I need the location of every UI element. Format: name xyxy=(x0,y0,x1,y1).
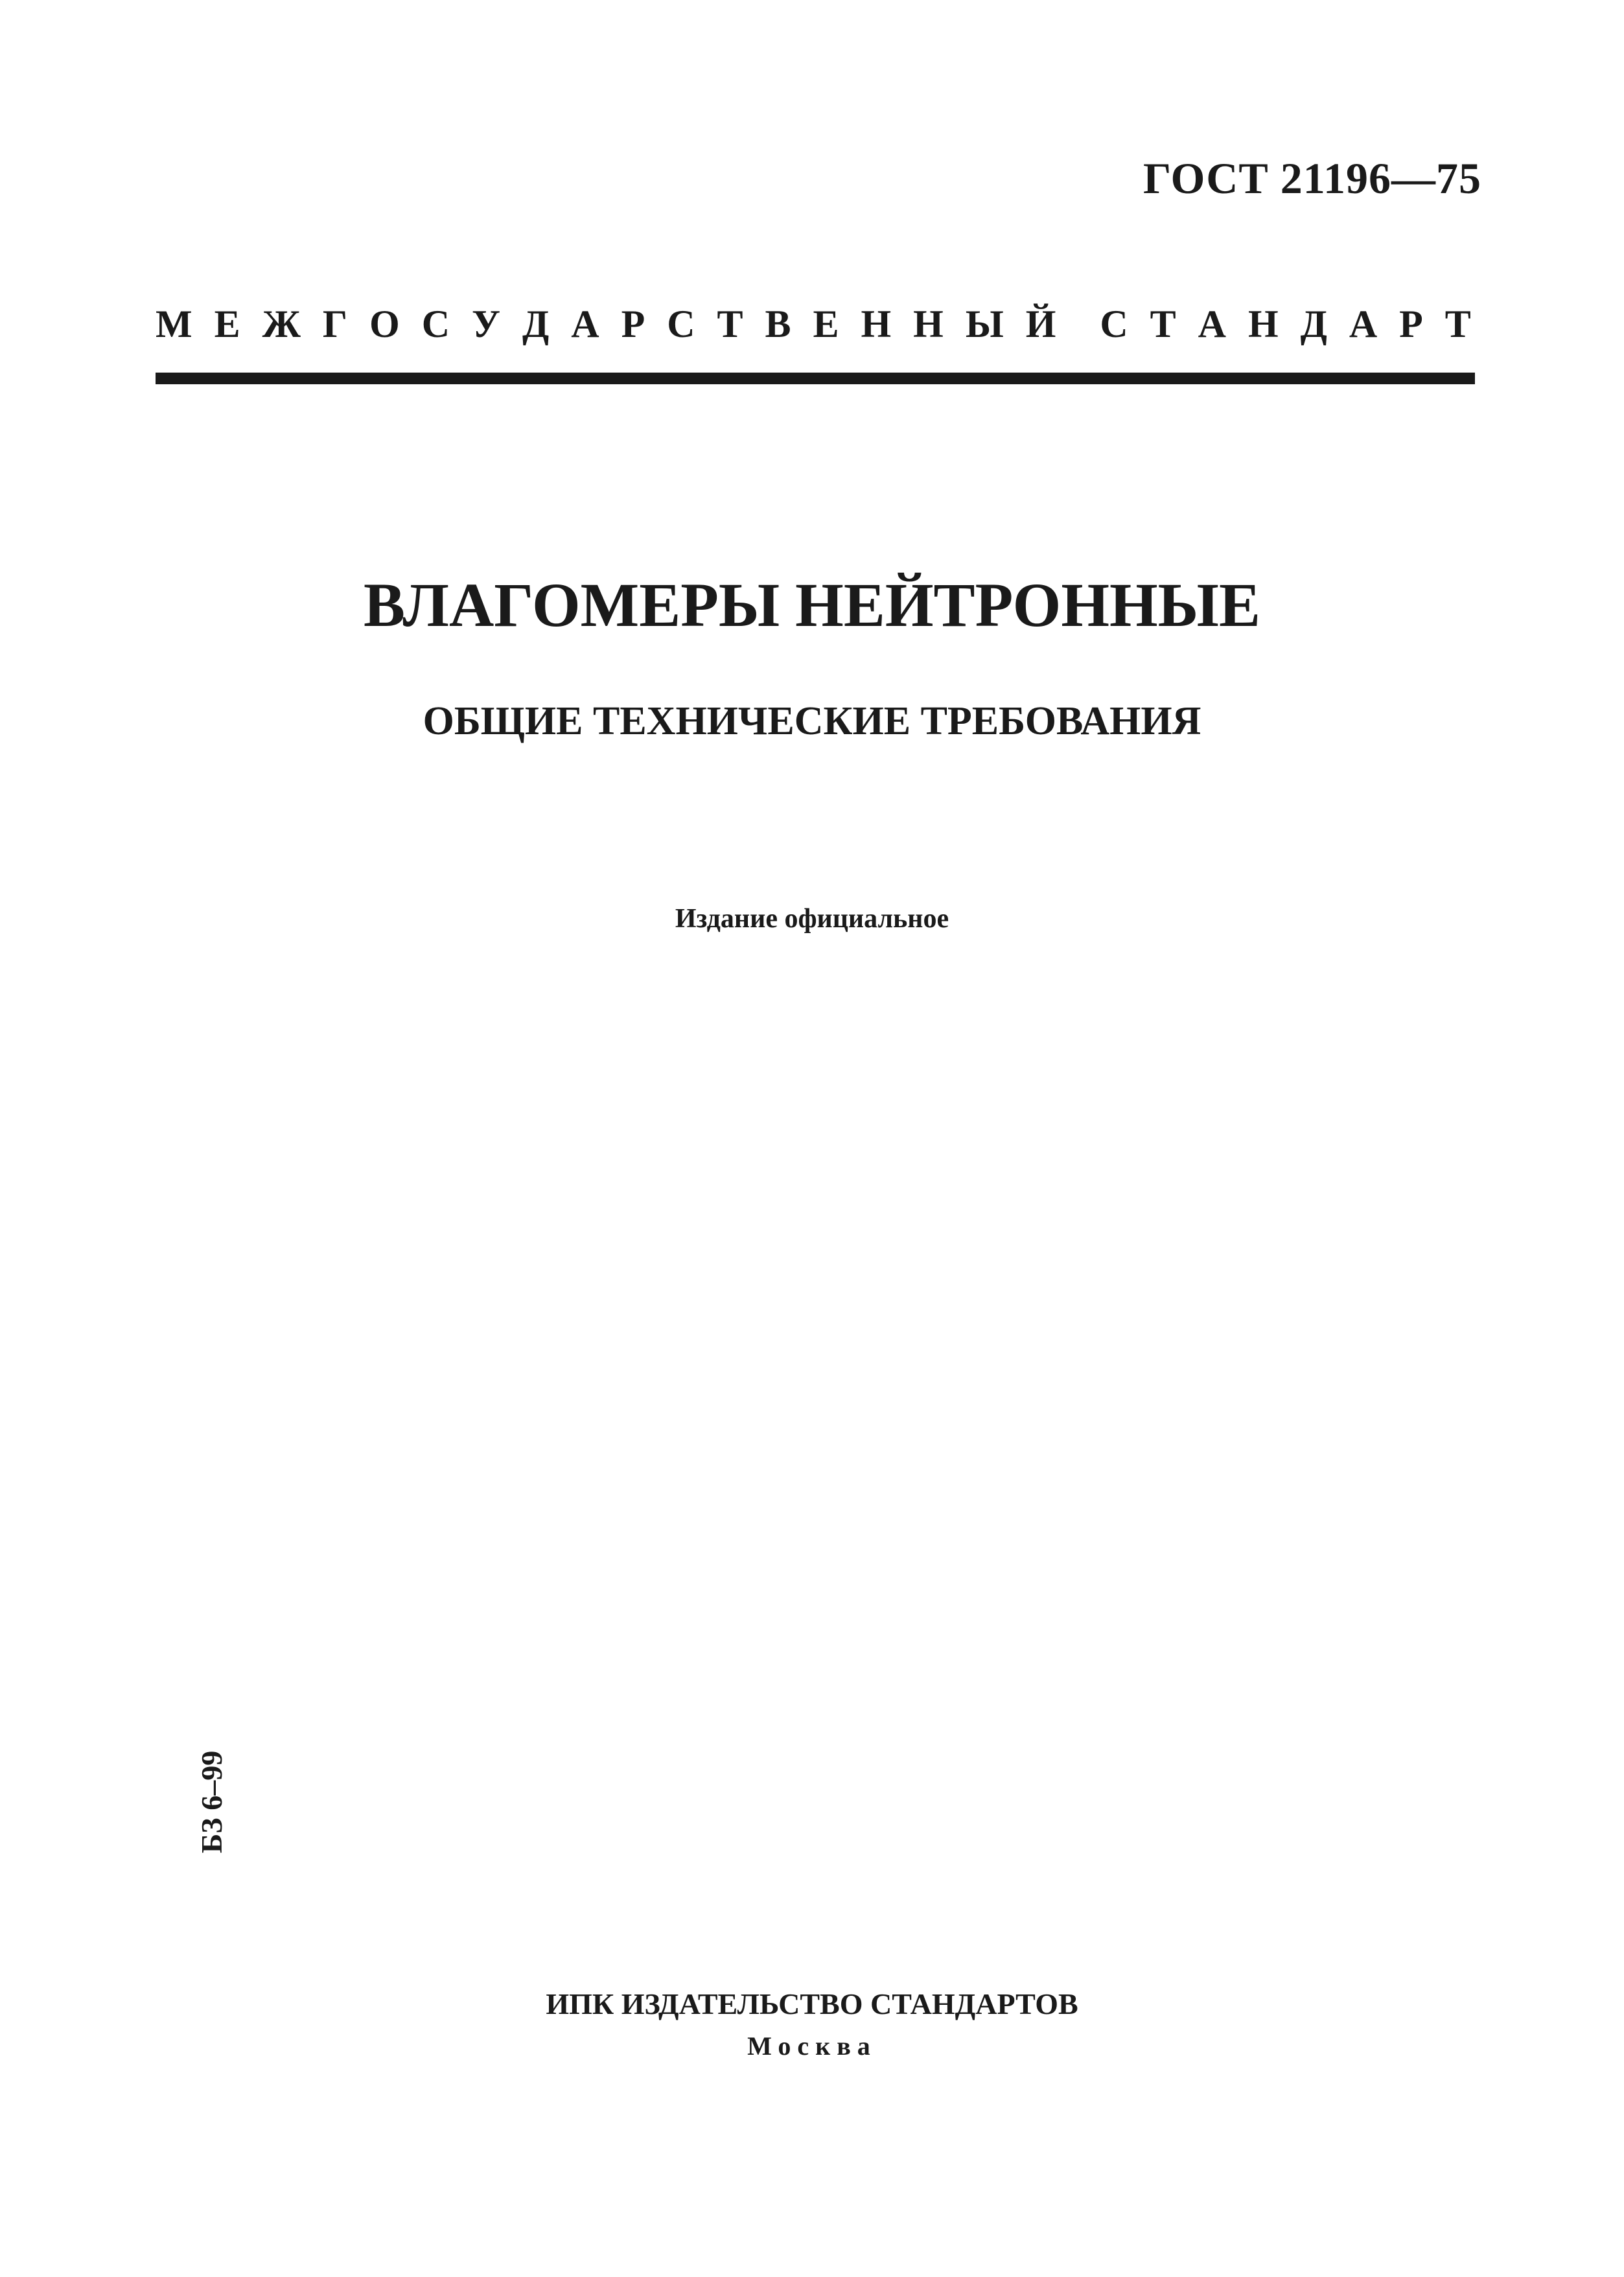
header-divider xyxy=(156,373,1475,384)
standard-type-letter: А xyxy=(1198,303,1226,345)
standard-type-letter: Г xyxy=(322,303,348,345)
standard-type-letter: Н xyxy=(913,303,944,345)
standard-type-letter: В xyxy=(765,303,791,345)
document-title: ВЛАГОМЕРЫ НЕЙТРОННЫЕ xyxy=(364,570,1260,640)
publisher-city: Москва xyxy=(747,2031,877,2061)
standard-type-letter: Т xyxy=(717,303,743,345)
standard-type-letter: Н xyxy=(861,303,892,345)
standard-type-letter: А xyxy=(1349,303,1378,345)
standard-type-letter: Ж xyxy=(262,303,301,345)
standard-type-letter: С xyxy=(421,303,450,345)
standard-type-letter: Р xyxy=(1399,303,1423,345)
document-subtitle: ОБЩИЕ ТЕХНИЧЕСКИЕ ТРЕБОВАНИЯ xyxy=(423,699,1201,743)
standard-type-letter: Н xyxy=(1247,303,1279,345)
standard-type-letter: Д xyxy=(522,303,550,345)
standard-type-letter: О xyxy=(369,303,400,345)
standard-type-letter: С xyxy=(1100,303,1128,345)
standard-type-letter: Е xyxy=(813,303,839,345)
catalog-side-mark: БЗ 6–99 xyxy=(195,1750,228,1853)
standard-type-letter: У xyxy=(472,303,501,345)
standard-type-letter: Т xyxy=(1150,303,1176,345)
standard-type-letter: М xyxy=(156,303,192,345)
standard-type-letter: С xyxy=(667,303,695,345)
standard-type-letter: А xyxy=(571,303,599,345)
document-code: ГОСТ 21196—75 xyxy=(1143,154,1481,203)
standard-type-letter: Й xyxy=(1025,303,1056,345)
publisher-name: ИПК ИЗДАТЕЛЬСТВО СТАНДАРТОВ xyxy=(546,1987,1078,2020)
standard-type-letter: Ы xyxy=(965,303,1004,345)
edition-note: Издание официальное xyxy=(675,904,949,934)
standard-type-letter: Д xyxy=(1300,303,1327,345)
standard-type-letter: Е xyxy=(214,303,240,345)
standard-type-heading xyxy=(156,302,1471,347)
standard-type-letter: Т xyxy=(1444,303,1471,345)
standard-type-letter: Р xyxy=(621,303,645,345)
